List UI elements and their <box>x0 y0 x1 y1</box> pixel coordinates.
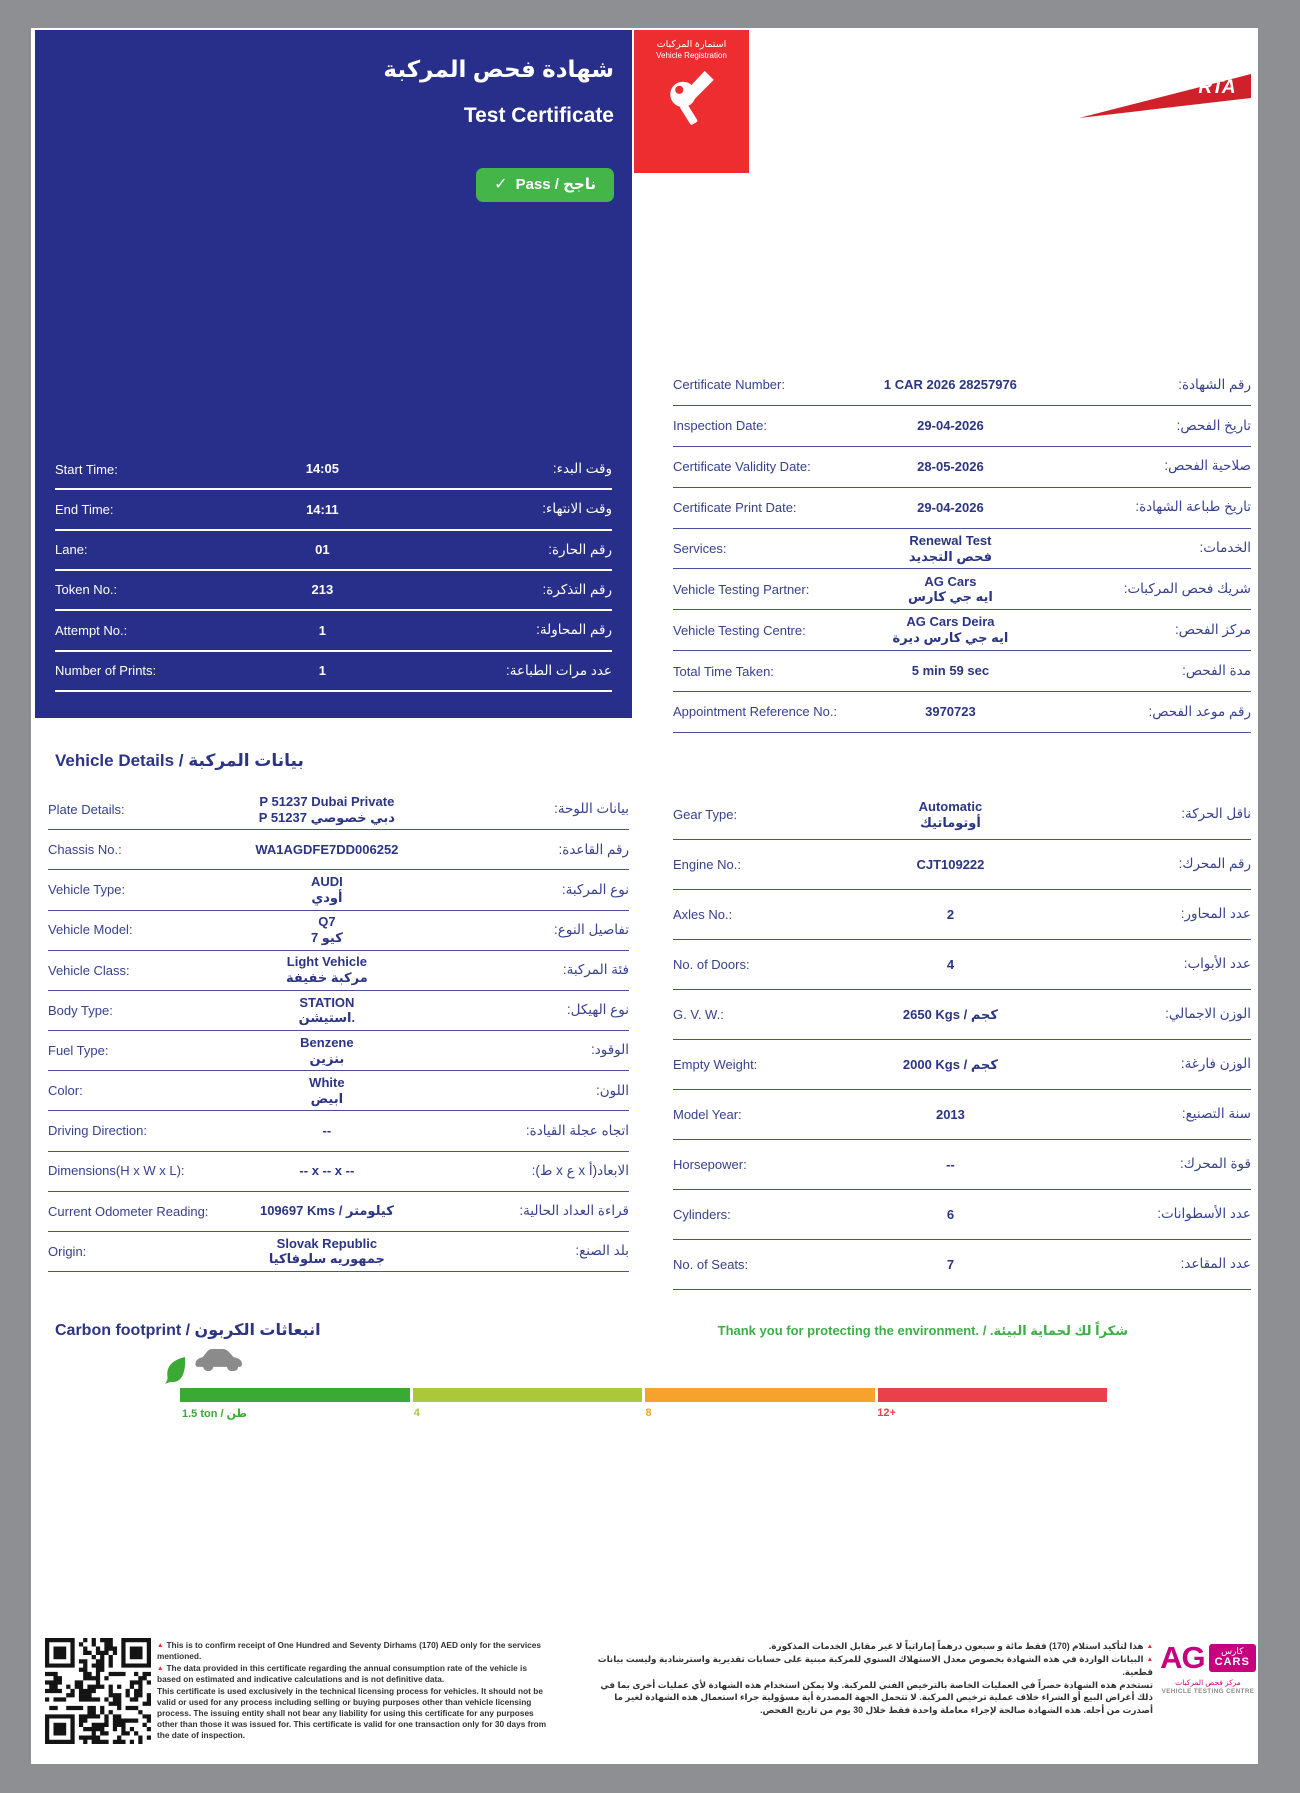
qr-code <box>45 1638 151 1744</box>
thanks-ar: شكراً لك لحماية البيئة. <box>989 1323 1128 1338</box>
detail-row <box>48 830 629 870</box>
pass-label: Pass / ناجح <box>515 176 596 193</box>
carbon-segment <box>180 1388 410 1402</box>
row-value-en: Automatic <box>918 798 983 814</box>
row-label-en: Engine No.: <box>673 856 741 872</box>
legal-note <box>157 1663 549 1685</box>
detail-row <box>48 870 629 910</box>
detail-row <box>48 1192 629 1232</box>
row-label-ar: رقم القاعدة: <box>558 841 629 857</box>
row-value <box>846 957 1054 973</box>
row-label-ar: بيانات اللوحة: <box>554 801 629 817</box>
certificate-title-arabic: شهادة فحص المركبة <box>383 56 614 82</box>
row-label-ar: الوزن الاجمالي: <box>1165 1006 1251 1022</box>
row-label-ar: رقم الحارة: <box>548 541 612 557</box>
row-label-ar: مدة الفحص: <box>1182 662 1251 678</box>
row-value <box>222 542 423 558</box>
registration-stamp-label-ar: استمارة المركبات <box>656 39 727 50</box>
detail-row <box>673 1240 1251 1290</box>
row-label-ar: عدد المحاور: <box>1180 906 1251 922</box>
row-value <box>846 377 1054 393</box>
row-value-ar: أوتوماتيك <box>920 814 981 830</box>
row-value <box>222 794 431 826</box>
row-value <box>846 704 1054 720</box>
detail-row <box>673 692 1251 733</box>
row-label-ar: رقم التذكرة: <box>542 581 612 597</box>
row-value <box>846 418 1054 434</box>
row-label-en: Vehicle Model: <box>48 922 133 938</box>
legal-note-text: تستخدم هذه الشهادة حصراً في العمليات الخاصة بالترخيص الفني للمركبة. ولا يمكن استخدام هذه الشهادة لأي عمليات أخرى بما في ذلك أغراض البيع أو الشراء خلاف عملية ترخيص المركبة. لا تتحمل الجهة المصدرة أية مسؤولية جراء استعمال هذه الشهادة لغير ما أصدرت من أجله. هذه الشهادة صالحة لإجراء معاملة واحدة فقط خلال 30 يوم من تاريخ الفحص. <box>600 1679 1153 1715</box>
carbon-scale-label: 8 <box>645 1407 652 1419</box>
key-pencil-icon <box>634 67 749 134</box>
row-label-en: Certificate Validity Date: <box>673 459 811 475</box>
carbon-scale-bar <box>180 1388 1107 1402</box>
detail-row <box>55 531 612 571</box>
red-triangle-bullet: ▲ <box>157 1642 164 1649</box>
row-label-en: Origin: <box>48 1243 87 1259</box>
row-label-en: Certificate Number: <box>673 377 785 393</box>
row-value-en: Q7 <box>318 914 336 930</box>
row-value <box>846 1057 1054 1073</box>
detail-row <box>48 951 629 991</box>
row-value <box>846 1007 1054 1023</box>
row-value-ar: ايه جي كارس <box>908 589 993 605</box>
row-label-en: Empty Weight: <box>673 1056 758 1072</box>
check-icon: ✓ <box>494 176 508 193</box>
row-label-en: Cylinders: <box>673 1206 731 1222</box>
red-triangle-bullet: ▲ <box>157 1664 164 1672</box>
row-value-en: 2650 Kgs / كجم <box>902 1006 998 1022</box>
row-label-ar: رقم المحاولة: <box>536 622 612 638</box>
row-value-en: Renewal Test <box>909 532 992 548</box>
row-value-ar: جمهوريه سلوفاكيا <box>268 1251 385 1267</box>
row-value-en: 6 <box>946 1206 955 1222</box>
row-value-en: P 51237 Dubai Private <box>259 793 395 809</box>
row-value-en: 14:05 <box>305 461 339 477</box>
environment-thanks-text <box>718 1323 1128 1339</box>
legal-note <box>593 1679 1153 1716</box>
row-label-ar: مركز الفحص: <box>1174 622 1251 638</box>
carbon-segment <box>645 1388 875 1402</box>
legal-notes-english <box>157 1640 549 1741</box>
row-value-en: CJT109222 <box>916 856 985 872</box>
row-value-en: 213 <box>311 582 334 598</box>
row-label-ar: نوع المركبة: <box>561 881 629 897</box>
row-value-en: STATION <box>299 994 355 1010</box>
row-value-ar: بنزين <box>309 1050 345 1066</box>
legal-note-text: The data provided in this certificate regarding the annual consumption rate of the vehicle is based on estimated and indicative calculations and is not definitive data. <box>157 1662 527 1684</box>
detail-row <box>673 365 1251 406</box>
row-value-en: 5 min 59 sec <box>911 663 990 679</box>
row-value <box>222 623 423 639</box>
row-label-en: Driving Direction: <box>48 1123 147 1139</box>
detail-row <box>55 571 612 611</box>
row-value-en: 3970723 <box>925 704 976 720</box>
row-label-en: Fuel Type: <box>48 1042 109 1058</box>
row-value-en: AG Cars Deira <box>906 614 995 630</box>
registration-stamp-label-en: Vehicle Registration <box>656 51 727 60</box>
row-label-en: Attempt No.: <box>55 622 128 638</box>
ag-logo-text: AG <box>1160 1640 1205 1675</box>
legal-note-text: This is to confirm receipt of One Hundred and Seventy Dirhams (170) AED only for the services mentioned. <box>157 1640 541 1661</box>
carbon-scale-labels <box>182 1407 1109 1420</box>
row-label-ar: عدد المقاعد: <box>1180 1256 1251 1272</box>
ag-cars-arabic: كارس <box>1221 1646 1244 1657</box>
row-value <box>222 1203 431 1219</box>
legal-note-text: هذا لتأكيد استلام (170) فقط مائة و سبعون درهماً إماراتياً لا غير مقابل الخدمات المذكورة. <box>768 1641 1144 1651</box>
vehicle-registration-stamp <box>634 30 749 173</box>
row-value <box>846 1207 1054 1223</box>
detail-row <box>673 610 1251 651</box>
row-value-en: 01 <box>315 541 330 557</box>
certificate-page <box>31 28 1258 1764</box>
row-label-en: Certificate Print Date: <box>673 499 797 515</box>
row-value-en: 1 CAR 2026 28257976 <box>883 377 1017 393</box>
carbon-heading-ar: انبعاثات الكربون <box>194 1322 321 1339</box>
row-label-en: Plate Details: <box>48 801 125 817</box>
row-label-ar: بلد الصنع: <box>575 1243 629 1259</box>
row-value-en: AUDI <box>310 874 343 890</box>
row-value-en: 4 <box>946 956 955 972</box>
row-value <box>222 663 423 679</box>
row-label-en: Vehicle Testing Partner: <box>673 581 810 597</box>
red-triangle-bullet: ▲ <box>1146 1656 1153 1664</box>
row-value <box>846 1107 1054 1123</box>
row-label-ar: الوزن فارغة: <box>1180 1056 1251 1072</box>
row-label-ar: رقم المحرك: <box>1178 856 1251 872</box>
row-value-en: Benzene <box>300 1034 354 1050</box>
row-value-ar: فحص التجديد <box>908 548 992 564</box>
row-value-en: -- <box>322 1123 332 1139</box>
row-label-ar: ناقل الحركة: <box>1181 806 1251 822</box>
red-triangle-bullet: ▲ <box>1146 1643 1153 1650</box>
row-label-en: Services: <box>673 540 727 556</box>
row-label-ar: الخدمات: <box>1199 540 1251 556</box>
detail-row <box>673 940 1251 990</box>
row-value <box>222 874 431 906</box>
ag-cars-logo <box>1159 1640 1257 1695</box>
row-value-en: WA1AGDFE7DD006252 <box>255 841 399 857</box>
detail-row <box>673 1040 1251 1090</box>
detail-row <box>673 1090 1251 1140</box>
thanks-en: Thank you for protecting the environment. / <box>717 1323 990 1338</box>
row-label-en: Chassis No.: <box>48 842 122 858</box>
row-value <box>846 907 1054 923</box>
ag-cars-box <box>1209 1644 1256 1672</box>
row-value <box>846 500 1054 516</box>
legal-note <box>157 1640 549 1662</box>
row-value-en: 29-04-2026 <box>917 499 984 515</box>
row-label-en: Vehicle Class: <box>48 962 130 978</box>
row-value-en: 1 <box>318 662 326 678</box>
row-value <box>222 914 431 946</box>
row-label-ar: رقم الشهادة: <box>1178 376 1251 392</box>
row-value-en: 2 <box>946 906 955 922</box>
detail-row <box>48 1031 629 1071</box>
detail-row <box>673 651 1251 692</box>
row-value-ar: أودي <box>311 889 343 905</box>
row-value-ar: مركبة خفيفة <box>285 970 368 986</box>
row-label-en: Color: <box>48 1083 83 1099</box>
carbon-segment <box>878 1388 1108 1402</box>
legal-notes-arabic <box>593 1640 1153 1717</box>
row-value <box>222 461 423 477</box>
carbon-segment <box>413 1388 643 1402</box>
row-value-ar: ابيض <box>310 1090 344 1106</box>
row-value <box>222 582 423 598</box>
row-value <box>222 995 431 1027</box>
row-label-en: Start Time: <box>55 461 118 477</box>
row-label-en: Appointment Reference No.: <box>673 704 838 720</box>
ag-cars-english: CARS <box>1214 1655 1250 1668</box>
leaf-icon <box>164 1356 188 1391</box>
row-value-ar: P 51237 دبي خصوصي <box>258 809 395 825</box>
legal-note <box>593 1653 1153 1678</box>
row-label-ar: اتجاه عجلة القيادة: <box>525 1122 629 1138</box>
row-value-en: 29-04-2026 <box>917 417 984 433</box>
row-label-ar: صلاحية الفحص: <box>1164 458 1251 474</box>
row-label-ar: نوع الهيكل: <box>566 1002 629 1018</box>
row-value-en: -- x -- x -- <box>299 1163 355 1179</box>
row-label-en: No. of Doors: <box>673 956 750 972</box>
row-value <box>846 1157 1054 1173</box>
row-value-en: AG Cars <box>924 573 977 589</box>
detail-row <box>673 529 1251 570</box>
row-label-en: Gear Type: <box>673 806 738 822</box>
row-label-ar: شريك فحص المركبات: <box>1123 581 1251 597</box>
row-label-ar: وقت الانتهاء: <box>542 501 612 517</box>
row-label-ar: عدد الأبواب: <box>1183 956 1251 972</box>
row-value-ar: ايه جي كارس ديرة <box>892 630 1009 646</box>
row-value-en: Slovak Republic <box>276 1235 378 1251</box>
row-label-ar: وقت البدء: <box>552 460 612 476</box>
session-details-table <box>55 450 612 692</box>
row-label-en: Axles No.: <box>673 906 733 922</box>
row-label-ar: اللون: <box>596 1082 629 1098</box>
detail-row <box>55 611 612 651</box>
row-value-en: White <box>309 1074 345 1090</box>
row-value-en: 109697 Kms / كيلومتر <box>259 1203 394 1219</box>
row-value <box>846 533 1054 565</box>
row-label-ar: الابعاد(أ x ع x ط): <box>531 1162 629 1178</box>
detail-row <box>48 1071 629 1111</box>
row-value <box>222 1163 431 1179</box>
carbon-scale-label: 1.5 ton / طن <box>182 1408 247 1420</box>
row-label-en: G. V. W.: <box>673 1006 724 1022</box>
vehicle-details-heading-en: Vehicle Details / <box>55 751 189 770</box>
row-label-en: Lane: <box>55 542 88 558</box>
pass-status-badge <box>476 168 614 202</box>
detail-row <box>673 990 1251 1040</box>
row-label-ar: عدد الأسطوانات: <box>1157 1206 1251 1222</box>
legal-note-text: This certificate is used exclusively in the technical licensing process for vehicles. It should not be valid or used for any process including selling or buying purposes other than vehicle licensing process. The issuing entity shall not bear any liability for using this certificate for any purposes other than those it was issued for. This certificate is valid for one transaction only for 30 days from the date of inspection. <box>157 1685 547 1740</box>
rta-logo-text: RTA <box>1198 77 1236 98</box>
row-value-en: 28-05-2026 <box>917 458 984 474</box>
row-value <box>846 1257 1054 1273</box>
row-value-en: 14:11 <box>306 501 339 517</box>
row-value-en: 2013 <box>935 1106 965 1122</box>
legal-note <box>157 1686 549 1741</box>
row-value <box>846 574 1054 606</box>
row-label-ar: سنة التصنيع: <box>1181 1106 1251 1122</box>
row-value-ar: استيشن. <box>298 1010 356 1026</box>
row-value <box>222 954 431 986</box>
row-value-en: -- <box>946 1156 955 1172</box>
detail-row <box>48 1152 629 1192</box>
row-label-en: Vehicle Testing Centre: <box>673 622 806 638</box>
row-value-ar: كيو 7 <box>310 930 343 946</box>
row-label-ar: رقم موعد الفحص: <box>1148 703 1251 719</box>
row-value <box>222 502 423 518</box>
row-label-ar: الوقود: <box>590 1042 629 1058</box>
detail-row <box>673 488 1251 529</box>
row-value <box>846 857 1054 873</box>
row-label-en: Current Odometer Reading: <box>48 1203 209 1219</box>
detail-row <box>673 840 1251 890</box>
detail-row <box>673 1140 1251 1190</box>
row-value-en: 2000 Kgs / كجم <box>902 1056 998 1072</box>
detail-row <box>55 450 612 490</box>
carbon-scale-label: 4 <box>413 1407 420 1419</box>
row-label-ar: تاريخ الفحص: <box>1176 417 1251 433</box>
detail-row <box>673 890 1251 940</box>
row-label-en: Model Year: <box>673 1106 742 1122</box>
row-label-ar: قوة المحرك: <box>1180 1156 1251 1172</box>
ag-tagline-arabic: مركز فحص المركبات <box>1175 1678 1241 1687</box>
header-panel <box>35 30 632 718</box>
carbon-footprint-heading <box>55 1320 321 1340</box>
row-value <box>222 1236 431 1268</box>
row-label-en: Token No.: <box>55 582 118 598</box>
detail-row <box>55 490 612 530</box>
detail-row <box>48 1111 629 1151</box>
row-label-en: No. of Seats: <box>673 1256 749 1272</box>
detail-row <box>55 652 612 692</box>
legal-note-text: البيانات الواردة في هذه الشهادة بخصوص معدل الاستهلاك السنوي للمركبة مبنية على حسابات تقديرية واسترشادية وليست بيانات قطعية. <box>597 1654 1153 1677</box>
rta-logo <box>1079 66 1255 128</box>
row-value-en: 7 <box>946 1256 955 1272</box>
detail-row <box>673 790 1251 840</box>
row-value <box>222 1035 431 1067</box>
car-icon <box>193 1344 249 1379</box>
detail-row <box>673 406 1251 447</box>
row-label-en: Inspection Date: <box>673 418 767 434</box>
legal-note <box>593 1640 1153 1652</box>
detail-row <box>48 790 629 830</box>
row-label-en: Horsepower: <box>673 1156 747 1172</box>
row-label-ar: فئة المركبة: <box>562 962 629 978</box>
detail-row <box>673 1190 1251 1240</box>
row-label-en: Dimensions(H x W x L): <box>48 1163 185 1179</box>
ag-tagline-english: VEHICLE TESTING CENTRE <box>1161 1688 1255 1695</box>
row-label-en: Vehicle Type: <box>48 882 126 898</box>
row-label-en: Body Type: <box>48 1002 113 1018</box>
carbon-heading-en: Carbon footprint / <box>55 1322 195 1339</box>
carbon-scale-label: 12+ <box>877 1407 896 1419</box>
detail-row <box>673 569 1251 610</box>
row-value <box>846 614 1054 646</box>
vehicle-details-heading <box>55 751 304 771</box>
row-label-ar: تفاصيل النوع: <box>554 921 629 937</box>
row-label-ar: تاريخ طباعة الشهادة: <box>1135 499 1251 515</box>
certificate-title-english: Test Certificate <box>463 104 614 127</box>
row-value <box>222 1123 431 1139</box>
detail-row <box>48 1232 629 1272</box>
row-label-ar: عدد مرات الطباعة: <box>506 662 612 678</box>
row-value <box>222 1075 431 1107</box>
row-value <box>222 842 431 858</box>
detail-row <box>673 447 1251 488</box>
row-label-en: End Time: <box>55 501 114 517</box>
row-label-en: Total Time Taken: <box>673 663 774 679</box>
row-value-en: Light Vehicle <box>286 954 367 970</box>
row-value <box>846 663 1054 679</box>
vehicle-details-heading-ar: بيانات المركبة <box>188 751 304 770</box>
vehicle-details-table-left <box>48 790 629 1272</box>
row-label-en: Number of Prints: <box>55 663 157 679</box>
detail-row <box>48 911 629 951</box>
row-value-en: 1 <box>318 622 326 638</box>
vehicle-details-table-right <box>673 790 1251 1290</box>
row-value <box>846 799 1054 831</box>
detail-row <box>48 991 629 1031</box>
row-value <box>846 459 1054 475</box>
certificate-details-table <box>673 365 1251 733</box>
row-label-ar: قراءة العداد الحالية: <box>519 1203 629 1219</box>
